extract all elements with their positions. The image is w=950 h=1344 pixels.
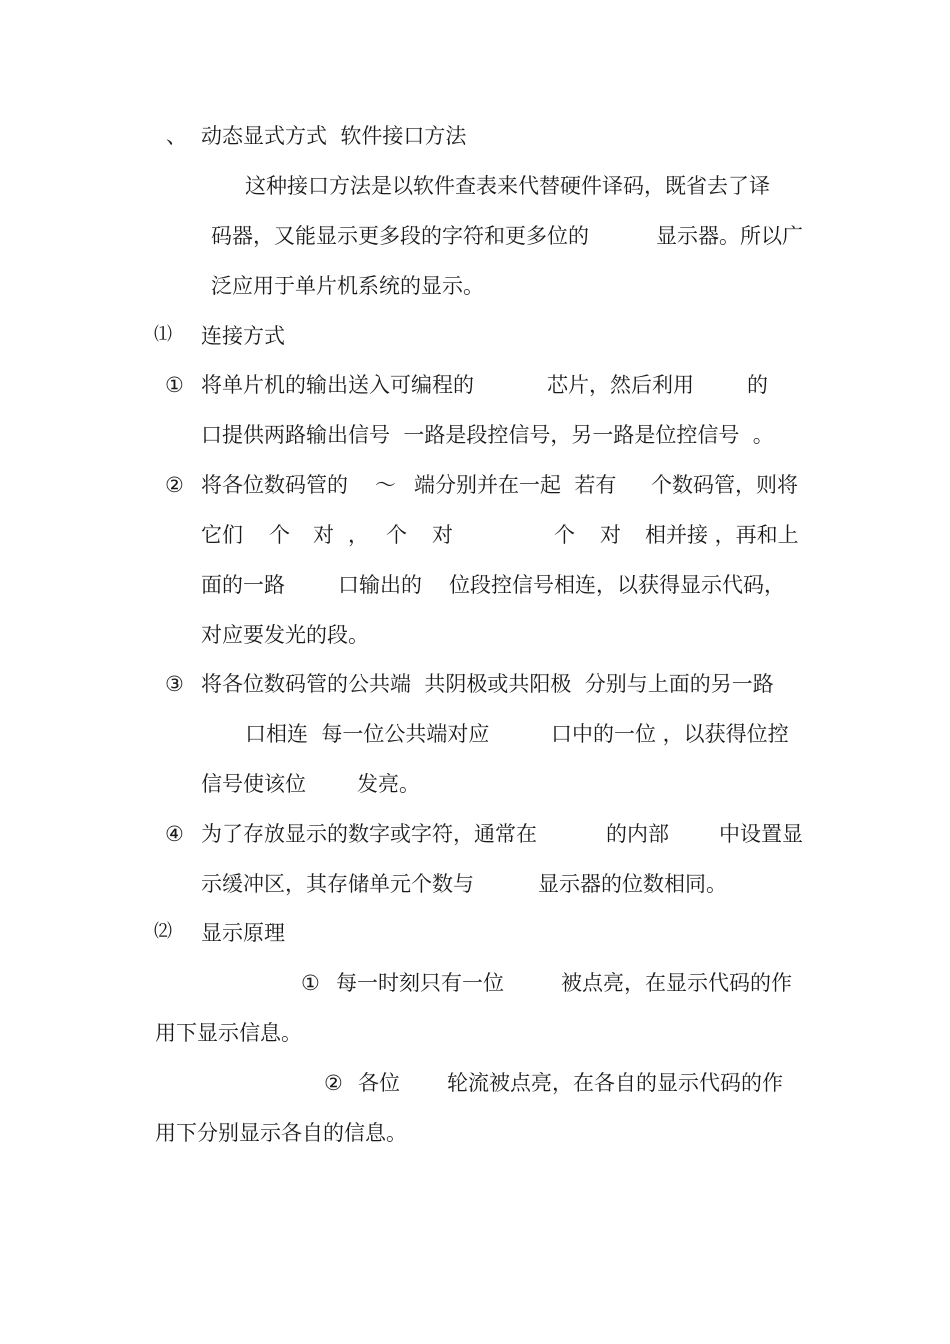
item4-line-1a: 为了存放显示的数字或字符，通常在 (201, 822, 537, 846)
item2-line-2h: 对 (600, 523, 621, 547)
item1-marker: ① (165, 373, 184, 397)
item1-line-1a: 将单片机的输出送入可编程的 (201, 373, 474, 397)
principle2-marker: ② (324, 1071, 343, 1095)
item2-line-2a: 它们 (201, 523, 243, 547)
item3-line-3a: 信号使该位 (201, 772, 306, 796)
item2-line-4: 对应要发光的段。 (201, 623, 369, 647)
item3-line-2b: 口中的一位 ，以获得位控 (551, 722, 789, 746)
section2-marker: ⑵ (154, 921, 172, 942)
item4-line-2a: 示缓冲区，其存储单元个数与 (201, 872, 474, 896)
item1-line-1c: 的 (747, 373, 768, 397)
item4-line-1c: 中设置显 (719, 822, 803, 846)
item2-line-2c: 对 (313, 523, 334, 547)
principle1-marker: ① (301, 971, 320, 995)
principle2-line-2: 用下分别显示各自的信息。 (155, 1121, 407, 1145)
item2-line-3b: 口输出的 (338, 573, 422, 597)
principle1-line-2: 用下显示信息。 (155, 1021, 302, 1045)
item3-line-3b: 发亮。 (357, 772, 420, 796)
item2-line-1c: 端分别并在一起 若有 (414, 473, 617, 497)
item1-line-2: 口提供两路输出信号 一路是段控信号，另一路是位控信号 。 (201, 423, 774, 447)
principle1-line-1b: 被点亮，在显示代码的作 (561, 971, 792, 995)
item2-line-2d: ， (348, 523, 369, 547)
item2-line-2b: 个 (269, 523, 290, 547)
intro-line-3: 泛应用于单片机系统的显示。 (211, 274, 484, 298)
item2-line-2f: 对 (432, 523, 453, 547)
item4-line-2b: 显示器的位数相同。 (538, 872, 727, 896)
heading-mark: 、 (166, 124, 187, 148)
item2-line-3c: 位段控信号相连，以获得显示代码， (449, 573, 785, 597)
item2-line-2g: 个 (554, 523, 575, 547)
section1-marker: ⑴ (154, 324, 172, 345)
item3-marker: ③ (165, 672, 184, 696)
intro-line-2b: 显示器。所以广 (656, 224, 803, 248)
item3-line-2a: 口相连 每一位公共端对应 (245, 722, 490, 746)
item4-marker: ④ (165, 822, 184, 846)
intro-line-1: 这种接口方法是以软件查表来代替硬件译码，既省去了译 (245, 174, 770, 198)
heading-title: 动态显式方式 软件接口方法 (201, 124, 467, 148)
section1-title: 连接方式 (201, 324, 285, 348)
item2-line-2i: 相并接 ，再和上 (645, 523, 799, 547)
item3-line-1: 将各位数码管的公共端 共阴极或共阳极 分别与上面的另一路 (201, 672, 774, 696)
item2-line-2e: 个 (386, 523, 407, 547)
intro-line-2a: 码器，又能显示更多段的字符和更多位的 (211, 224, 589, 248)
principle2-line-1b: 轮流被点亮，在各自的显示代码的作 (447, 1071, 783, 1095)
item2-marker: ② (165, 473, 184, 497)
principle2-line-1a: 各位 (358, 1071, 400, 1095)
item2-line-1a: 将各位数码管的 (201, 473, 348, 497)
item2-line-3a: 面的一路 (201, 573, 285, 597)
section2-title: 显示原理 (201, 921, 285, 945)
item1-line-1b: 芯片，然后利用 (547, 373, 694, 397)
item4-line-1b: 的内部 (606, 822, 669, 846)
item2-line-1b: ～ (375, 473, 396, 497)
item2-line-1d: 个数码管，则将 (651, 473, 798, 497)
principle1-line-1a: 每一时刻只有一位 (336, 971, 504, 995)
